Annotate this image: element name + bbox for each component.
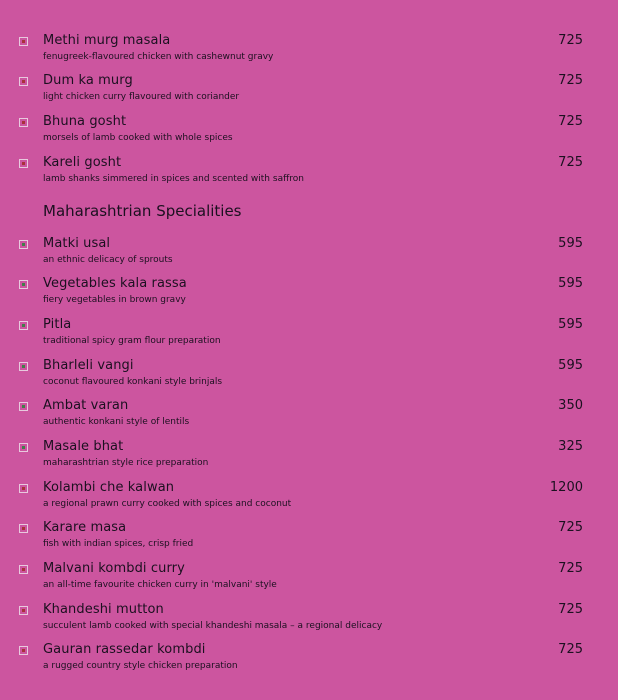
dish-name: Bharleli vangi [43, 358, 134, 373]
veg-marker-icon [19, 280, 28, 289]
dish-description: fish with indian spices, crisp fried [43, 539, 194, 549]
dish-price: 595 [558, 358, 583, 373]
dish-price: 725 [558, 602, 583, 617]
dish-name: Vegetables kala rassa [43, 276, 187, 291]
veg-marker-icon [19, 362, 28, 371]
dish-name: Ambat varan [43, 398, 129, 413]
nonveg-marker-icon [19, 37, 28, 46]
menu-item [0, 113, 618, 153]
nonveg-marker-icon [19, 565, 28, 574]
dish-description: fenugreek-flavoured chicken with cashewnut gravy [43, 52, 274, 62]
nonveg-marker-icon [19, 606, 28, 615]
dish-name: Matki usal [43, 236, 111, 251]
veg-marker-icon [19, 402, 28, 411]
dish-price: 1200 [549, 480, 583, 495]
dish-description: coconut flavoured konkani style brinjals [43, 377, 223, 387]
dish-price: 595 [558, 317, 583, 332]
dish-name: Methi murg masala [43, 33, 171, 48]
section-title: Maharashtrian Specialities [43, 202, 242, 220]
dish-name: Bhuna gosht [43, 114, 127, 129]
menu-item [0, 479, 618, 519]
menu-item [0, 357, 618, 397]
dish-description: traditional spicy gram flour preparation [43, 336, 221, 346]
dish-name: Masale bhat [43, 439, 124, 454]
dish-name: Karare masa [43, 520, 127, 535]
dish-name: Khandeshi mutton [43, 602, 164, 617]
dish-description: light chicken curry flavoured with coriander [43, 92, 240, 102]
dish-description: a regional prawn curry cooked with spices and coconut [43, 499, 292, 509]
dish-price: 325 [558, 439, 583, 454]
veg-marker-icon [19, 240, 28, 249]
menu-item [0, 154, 618, 194]
veg-marker-icon [19, 443, 28, 452]
nonveg-marker-icon [19, 484, 28, 493]
menu-item [0, 32, 618, 72]
nonveg-marker-icon [19, 524, 28, 533]
dish-price: 725 [558, 561, 583, 576]
dish-price: 350 [558, 398, 583, 413]
dish-description: an all-time favourite chicken curry in 'malvani' style [43, 580, 277, 590]
dish-name: Kolambi che kalwan [43, 480, 175, 495]
menu-item [0, 519, 618, 559]
dish-description: authentic konkani style of lentils [43, 417, 190, 427]
menu-item [0, 275, 618, 315]
dish-description: an ethnic delicacy of sprouts [43, 255, 173, 265]
dish-name: Gauran rassedar kombdi [43, 642, 206, 657]
dish-description: morsels of lamb cooked with whole spices [43, 133, 233, 143]
dish-price: 595 [558, 276, 583, 291]
menu-item [0, 397, 618, 437]
nonveg-marker-icon [19, 118, 28, 127]
menu-item [0, 641, 618, 681]
menu-item [0, 72, 618, 112]
nonveg-marker-icon [19, 646, 28, 655]
dish-price: 725 [558, 114, 583, 129]
dish-price: 725 [558, 520, 583, 535]
dish-price: 725 [558, 33, 583, 48]
dish-name: Malvani kombdi curry [43, 561, 185, 576]
dish-price: 595 [558, 236, 583, 251]
dish-description: lamb shanks simmered in spices and scented with saffron [43, 174, 304, 184]
dish-description: succulent lamb cooked with special khandeshi masala – a regional delicacy [43, 621, 383, 631]
dish-description: fiery vegetables in brown gravy [43, 295, 186, 305]
dish-name: Pitla [43, 317, 72, 332]
dish-price: 725 [558, 155, 583, 170]
menu-item [0, 601, 618, 641]
dish-name: Dum ka murg [43, 73, 133, 88]
nonveg-marker-icon [19, 159, 28, 168]
dish-description: maharashtrian style rice preparation [43, 458, 209, 468]
menu-item [0, 560, 618, 600]
nonveg-marker-icon [19, 77, 28, 86]
dish-price: 725 [558, 642, 583, 657]
dish-name: Kareli gosht [43, 155, 122, 170]
veg-marker-icon [19, 321, 28, 330]
menu-item [0, 316, 618, 356]
dish-description: a rugged country style chicken preparation [43, 661, 238, 671]
dish-price: 725 [558, 73, 583, 88]
menu-item [0, 235, 618, 275]
menu-item [0, 438, 618, 478]
